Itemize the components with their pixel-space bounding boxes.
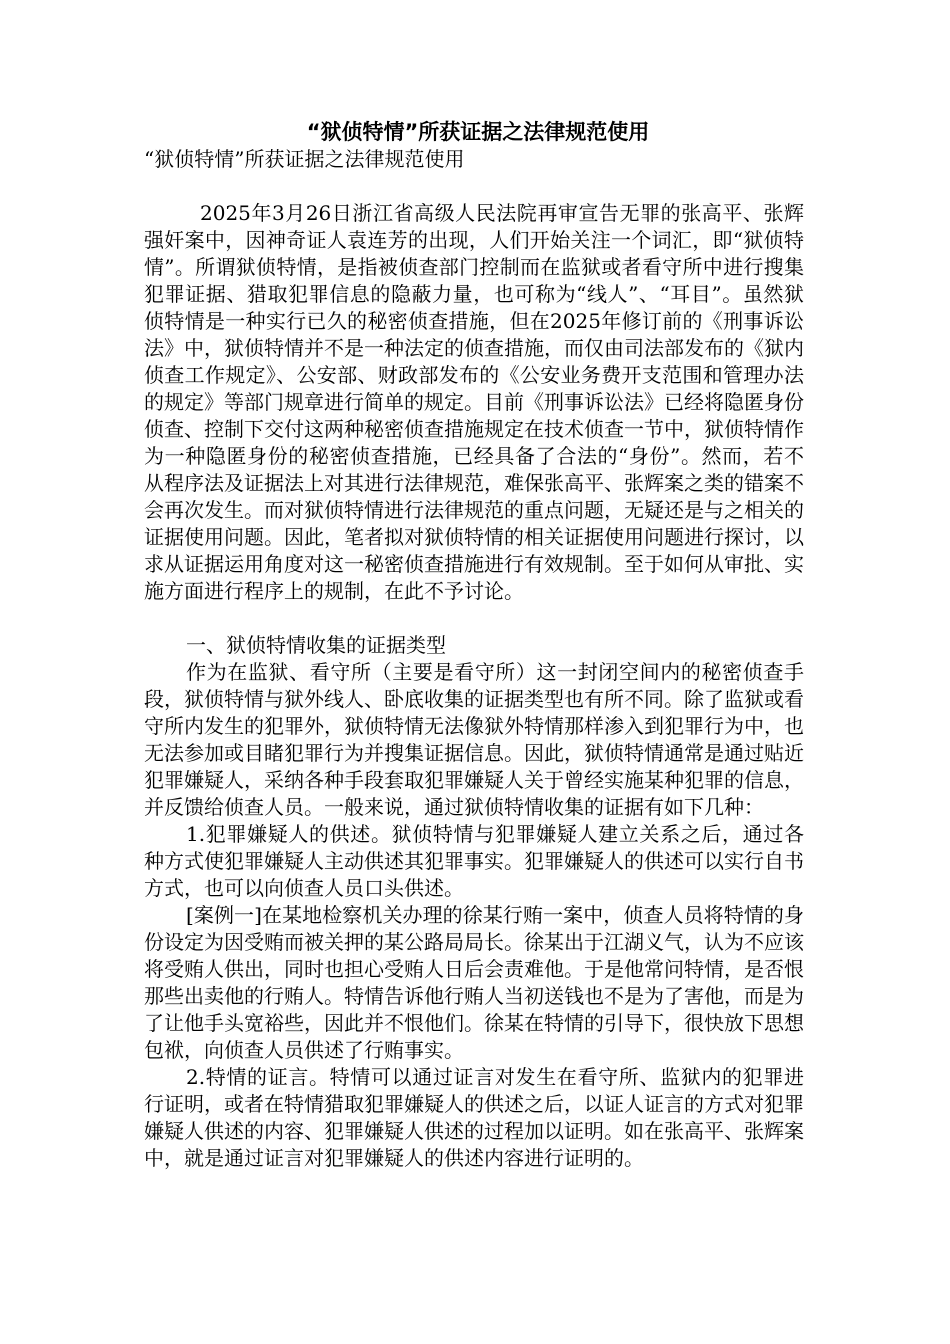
document-subtitle: “狱侦特情”所获证据之法律规范使用 — [144, 147, 465, 171]
section-heading: 一、狱侦特情收集的证据类型 — [186, 633, 446, 657]
list-item-2: 2.特情的证言。特情可以通过证言对发生在看守所、监狱内的犯罪进行证明，或者在特情猎取犯罪嫌疑人的供述之后，以证人证言的方式对犯罪嫌疑人供述的内容、犯罪嫌疑人供述的过程加以证明。如在张高平、张辉案中，就是通过证言对犯罪嫌疑人的供述内容进行证明的。 — [144, 1065, 804, 1170]
case-paragraph: [案例一]在某地检察机关办理的徐某行贿一案中，侦查人员将特情的身份设定为因受贿而被关押的某公路局局长。徐某出于江湖义气，认为不应该将受贿人供出，同时也担心受贿人日后会责难他。于是他常问特情，是否恨那些出卖他的行贿人。特情告诉他行贿人当初送钱也不是为了害他，而是为了让他手头宽裕些，因此并不恨他们。徐某在特情的引导下，很快放下思想包袱，向侦查人员供述了行贿事实。 — [144, 903, 804, 1062]
document-page — [144, 118, 804, 1172]
document-title: “狱侦特情”所获证据之法律规范使用 — [306, 120, 650, 144]
list-item-1: 1.犯罪嫌疑人的供述。狱侦特情与犯罪嫌疑人建立关系之后，通过各种方式使犯罪嫌疑人主动供述其犯罪事实。犯罪嫌疑人的供述可以实行自书方式，也可以向侦查人员口头供述。 — [144, 822, 804, 900]
body-paragraph: 作为在监狱、看守所（主要是看守所）这一封闭空间内的秘密侦查手段，狱侦特情与狱外线人、卧底收集的证据类型也有所不同。除了监狱或看守所内发生的犯罪外，狱侦特情无法像狱外特情那样渗入到犯罪行为中，也无法参加或目睹犯罪行为并搜集证据信息。因此，狱侦特情通常是通过贴近犯罪嫌疑人，采纳各种手段套取犯罪嫌疑人关于曾经实施某种犯罪的信息，并反馈给侦查人员。一般来说，通过狱侦特情收集的证据有如下几种： — [144, 660, 804, 819]
intro-paragraph: 2025年3月26日浙江省高级人民法院再审宣告无罪的张高平、张辉强奸案中，因神奇证人袁连芳的出现，人们开始关注一个词汇，即“狱侦特情”。所谓狱侦特情，是指被侦查部门控制而在监狱或者看守所中进行搜集犯罪证据、猎取犯罪信息的隐蔽力量，也可称为“线人”、“耳目”。虽然狱侦特情是一种实行已久的秘密侦查措施，但在2025年修订前的《刑事诉讼法》中，狱侦特情并不是一种法定的侦查措施，而仅由司法部发布的《狱内侦查工作规定》、公安部、财政部发布的《公安业务费开支范围和管理办法的规定》等部门规章进行简单的规定。目前《刑事诉讼法》已经将隐匿身份侦查、控制下交付这两种秘密侦查措施规定在技术侦查一节中，狱侦特情作为一种隐匿身份的秘密侦查措施，已经具备了合法的“身份”。然而，若不从程序法及证据法上对其进行法律规范，难保张高平、张辉案之类的错案不会再次发生。而对狱侦特情进行法律规范的重点问题，无疑还是与之相关的证据使用问题。因此，笔者拟对狱侦特情的相关证据使用问题进行探讨，以求从证据运用角度对这一秘密侦查措施进行有效规制。至于如何从审批、实施方面进行程序上的规制，在此不予讨论。 — [144, 201, 804, 603]
blank-line — [144, 173, 804, 200]
blank-line — [144, 605, 804, 632]
